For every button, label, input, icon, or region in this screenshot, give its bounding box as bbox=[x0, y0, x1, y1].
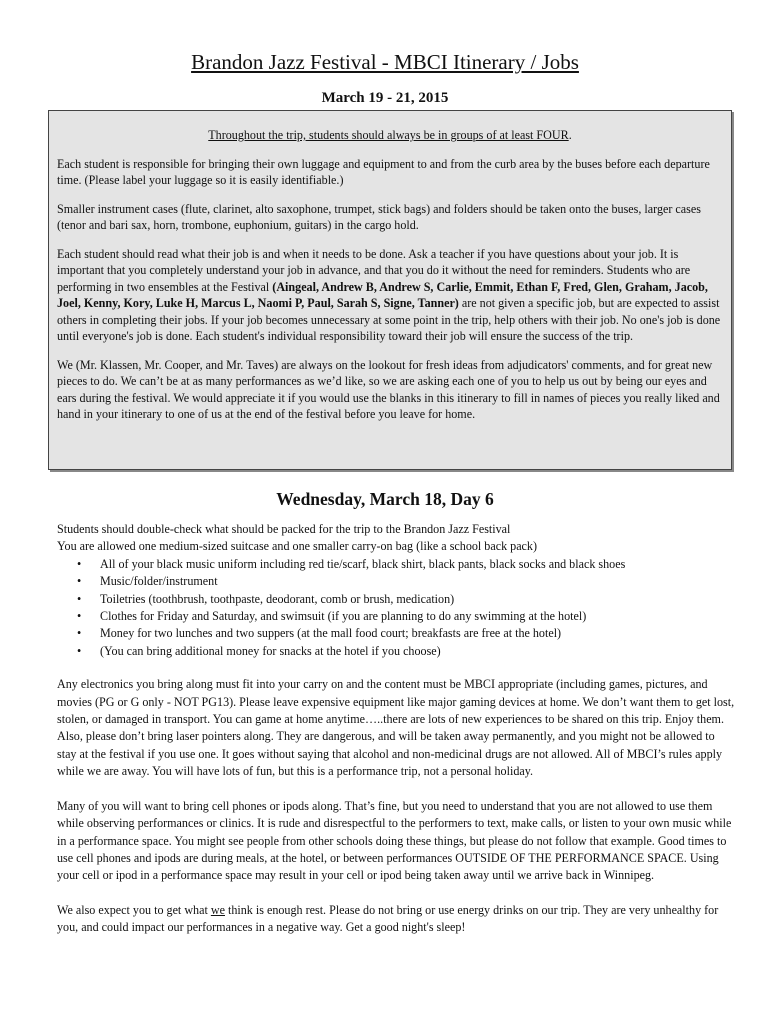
document-title: Brandon Jazz Festival - MBCI Itinerary / Jobs bbox=[191, 50, 579, 74]
jobs-paragraph bbox=[57, 246, 723, 345]
rest-text-a: We also expect you to get what bbox=[57, 902, 211, 917]
bullet-icon: • bbox=[77, 591, 82, 606]
phones-paragraph: Many of you will want to bring cell phones or ipods along. That’s fine, but you need to understand that you are not allowed to use them while observing performances or clinics. It is rude and disrespectful to the performers to text, make calls, or listen to your own music while in a performance space. You might see people from other schools doing these things, but please do not follow that example. Good times to use cell phones and ipods are during meals, at the hotel, or between performances OUTSIDE OF THE PERFORMANCE SPACE. Using your cell or ipod in a performance space may result in your cell or ipod being taken away until we arrive back in Winnipeg. bbox=[57, 798, 732, 883]
bullet-icon: • bbox=[77, 574, 82, 589]
packing-list-item bbox=[77, 556, 737, 573]
intro-line-1: Students should double-check what should be packed for the trip to the Brandon Jazz Festival bbox=[57, 522, 511, 536]
packing-list-item bbox=[77, 573, 737, 590]
jobs-text-b: are not given a specific job, but are expected to assist others in completing their jobs. If your job becomes unnecessary at some point in the trip, help others with their job. No one's job is done until everyone's job is done. Each student's individual responsibility toward their job will ensure the success of the trip. bbox=[57, 296, 721, 343]
packing-item-text: All of your black music uniform including red tie/scarf, black shirt, black pants, black socks and black shoes bbox=[100, 556, 626, 571]
groups-rule-period: . bbox=[568, 128, 572, 142]
bullet-icon: • bbox=[77, 626, 82, 641]
groups-rule bbox=[57, 127, 723, 144]
packing-item-text: Clothes for Friday and Saturday, and swimsuit (if you are planning to do any swimming at the hotel) bbox=[100, 609, 587, 624]
bullet-icon: • bbox=[77, 556, 82, 571]
packing-item-text: (You can bring additional money for snacks at the hotel if you choose) bbox=[100, 643, 441, 658]
bullet-icon: • bbox=[77, 643, 82, 658]
trip-dates: March 19 - 21, 2015 bbox=[321, 90, 449, 106]
bullet-icon: • bbox=[77, 609, 82, 624]
jobs-names: (Aingeal, Andrew B, Andrew S, Carlie, Emmit, Ethan F, Fred, Glen, Graham, Jacob, Joel, Kenny, Kory, Luke H, Marcus L, Naomi P, Paul, Sarah S, Signe, Tanner) bbox=[57, 279, 708, 310]
packing-item-text: Music/folder/instrument bbox=[100, 574, 218, 589]
packing-list-item bbox=[77, 608, 737, 625]
day-heading: Wednesday, March 18, Day 6 bbox=[276, 489, 494, 509]
rest-paragraph bbox=[57, 902, 737, 937]
groups-rule-text: Throughout the trip, students should always be in groups of at least FOUR bbox=[208, 128, 569, 142]
instruments-paragraph: Smaller instrument cases (flute, clarinet, alto saxophone, trumpet, stick bags) and folders should be taken onto the buses, larger cases (tenor and bari sax, horn, trombone, euphonium, guitars) in the cargo hold. bbox=[57, 201, 701, 232]
packing-list-item bbox=[77, 643, 737, 660]
rest-text-b: think is enough rest. Please do not bring or use energy drinks on our trip. They are very unhealthy for you, and could impact our performances in a negative way. Get a good night's sleep! bbox=[57, 902, 719, 935]
luggage-paragraph: Each student is responsible for bringing their own luggage and equipment to and from the curb area by the buses before each departure time. (Please label your luggage so it is easily identifiable.) bbox=[57, 156, 710, 187]
day-content bbox=[57, 521, 737, 954]
notice-box bbox=[48, 110, 732, 470]
packing-list-item bbox=[77, 625, 737, 642]
rest-we: we bbox=[210, 902, 225, 917]
packing-list-item bbox=[77, 591, 737, 608]
packing-list bbox=[57, 556, 737, 660]
electronics-paragraph: Any electronics you bring along must fit into your carry on and the content must be MBCI appropriate (including games, pictures, and movies (PG or G only - NOT PG13). Please leave expensive equipment like major gaming devices at home. We don’t want them to get lost, stolen, or damaged in transport. You can game at home anytime…..there are lots of new experiences to be shared on this trip. Enjoy them. Also, please don’t bring laser pointers along. They are dangerous, and will be taken away permanently, and you might not be allowed to stay at the festival if you use one. It goes without saying that alcohol and non-medicinal drugs are not allowed. All of MBCI’s rules apply while we are away. You will have lots of fun, but this is a performance trip, not a personal holiday. bbox=[57, 677, 735, 779]
packing-item-text: Toiletries (toothbrush, toothpaste, deodorant, comb or brush, medication) bbox=[100, 591, 455, 606]
teachers-paragraph: We (Mr. Klassen, Mr. Cooper, and Mr. Taves) are always on the lookout for fresh ideas from adjudicators' comments, and for great new pieces to do. We can’t be at as many performances as we’d like, so we are asking each one of you to help us out by being our eyes and ears during the festival. We would appreciate it if you would use the blanks in this itinerary to fill in names of pieces you really liked and hand in your itinerary to one of us at the end of the festival before you leave for home. bbox=[57, 357, 720, 421]
jobs-text-a: Each student should read what their job is and when it needs to be done. Ask a teacher if you have questions about your job. It is important that you completely understand your job in advance, and that you do it without the need for reminders. Students who are performing in two ensembles at the Festival bbox=[57, 246, 691, 294]
intro-line-2: You are allowed one medium-sized suitcase and one smaller carry-on bag (like a school back pack) bbox=[57, 539, 537, 554]
packing-item-text: Money for two lunches and two suppers (at the mall food court; breakfasts are free at the hotel) bbox=[100, 626, 562, 641]
